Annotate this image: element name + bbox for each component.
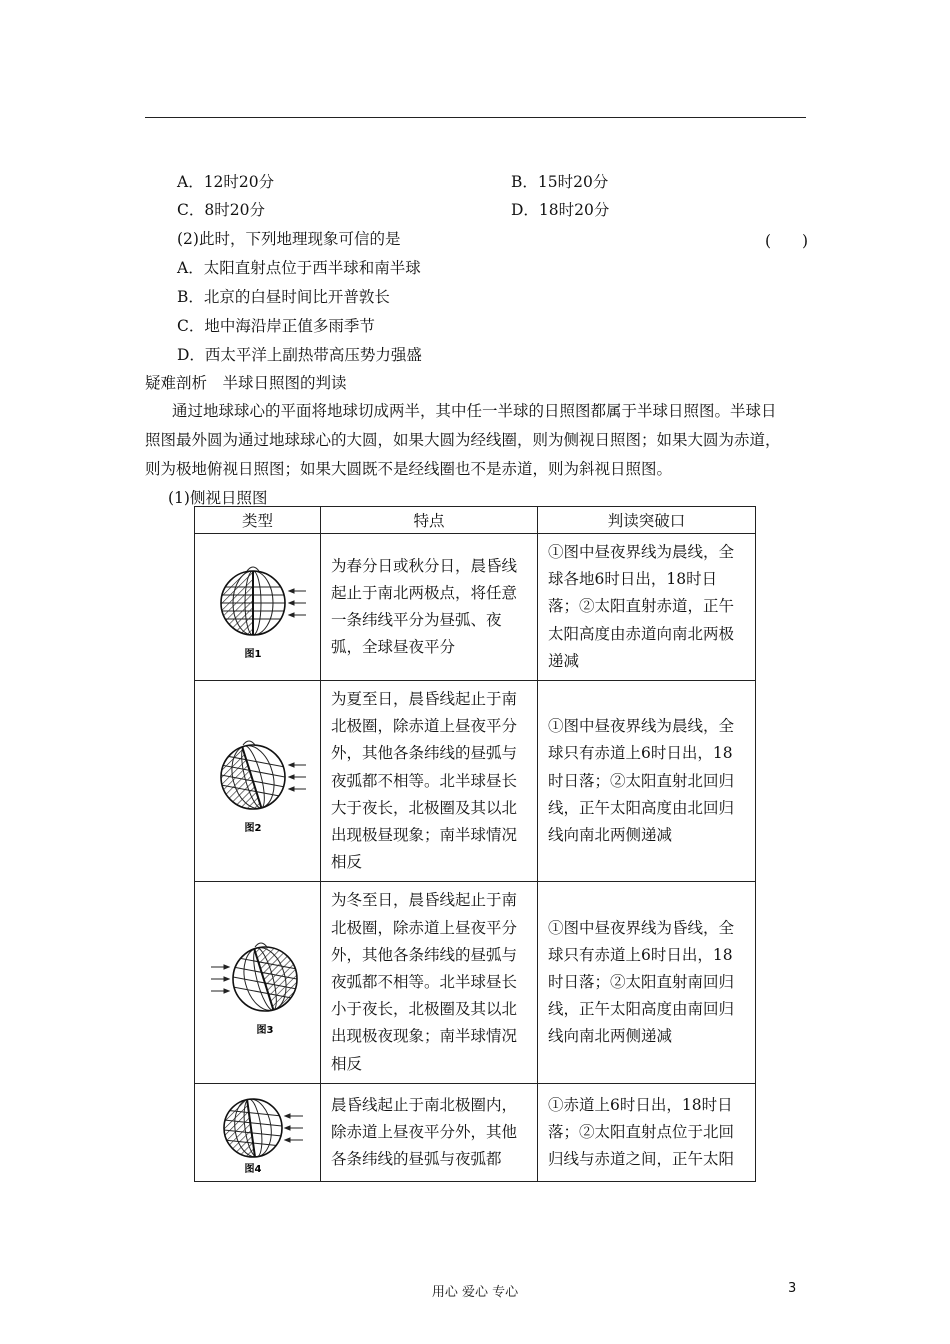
table-header-row xyxy=(195,507,756,534)
table-row xyxy=(195,882,756,1083)
figure-label: 图1 xyxy=(244,649,261,660)
feature-cell: 为冬至日，晨昏线起止于南北极圈，除赤道上昼夜平分外，其他各条纬线的昼弧与夜弧都不相等。北半球昼长小于夜长，北极圈及其以北出现极夜现象；南半球情况相反 xyxy=(321,882,538,1083)
key-cell: ①赤道上6时日出，18时日落；②太阳直射点位于北回归线与赤道之间，正午太阳 xyxy=(538,1083,756,1181)
globe-diagram-3 xyxy=(203,927,313,1039)
feature-cell: 为春分日或秋分日，晨昏线起止于南北两极点，将任意一条纬线平分为昼弧、夜弧，全球昼夜平分 xyxy=(321,534,538,681)
key-cell: ①图中昼夜界线为晨线，全球各地6时日出，18时日落；②太阳直射赤道，正午太阳高度由赤道向南北两极递减 xyxy=(538,534,756,681)
q1-option-a: A．12时20分 xyxy=(177,173,275,191)
figure-cell xyxy=(195,534,321,681)
q2-option-d: D．西太平洋上副热带高压势力强盛 xyxy=(177,346,422,364)
globe-diagram-4 xyxy=(203,1086,313,1178)
answer-bracket: ( ) xyxy=(765,232,809,250)
figure-cell xyxy=(195,882,321,1083)
q1-option-d: D．18时20分 xyxy=(511,201,610,219)
table-row xyxy=(195,681,756,882)
footer-motto: 用心 爱心 专心 xyxy=(431,1285,519,1300)
figure-label: 图4 xyxy=(244,1164,261,1176)
q2-option-a: A．太阳直射点位于西半球和南半球 xyxy=(177,259,421,277)
q1-option-b: B．15时20分 xyxy=(511,173,609,191)
section-heading: 疑难剖析 半球日照图的判读 xyxy=(145,374,347,392)
table-row xyxy=(195,1083,756,1181)
header-type: 类型 xyxy=(195,507,321,534)
diagram-table xyxy=(194,506,756,1182)
q2-option-b: B．北京的白昼时间比开普敦长 xyxy=(177,288,390,306)
header-key: 判读突破口 xyxy=(538,507,756,534)
figure-cell xyxy=(195,681,321,882)
feature-cell: 晨昏线起止于南北极圈内，除赤道上昼夜平分外，其他各条纬线的昼弧与夜弧都 xyxy=(321,1083,538,1181)
globe-diagram-2 xyxy=(203,725,313,837)
section-paragraph: 通过地球球心的平面将地球切成两半，其中任一半球的日照图都属于半球日照图。半球日照图最外圆为通过地球球心的大圆，如果大圆为经线圈，则为侧视日照图；如果大圆为赤道，则为极地俯视日照图；如果大圆既不是经线圈也不是赤道，则为斜视日照图。 xyxy=(145,402,781,478)
page-number: 3 xyxy=(788,1281,797,1296)
globe-diagram-1 xyxy=(203,551,313,663)
header-feature: 特点 xyxy=(321,507,538,534)
header-rule xyxy=(145,117,806,118)
figure-label: 图2 xyxy=(244,823,261,835)
table-row xyxy=(195,534,756,681)
q1-option-c: C．8时20分 xyxy=(177,201,265,219)
subheading: (1)侧视日照图 xyxy=(168,489,268,507)
q2-option-c: C．地中海沿岸正值多雨季节 xyxy=(177,317,375,335)
key-cell: ①图中昼夜界线为昏线，全球只有赤道上6时日出，18时日落；②太阳直射南回归线，正午太阳高度由南回归线向南北两侧递减 xyxy=(538,882,756,1083)
key-cell: ①图中昼夜界线为晨线，全球只有赤道上6时日出，18时日落；②太阳直射北回归线，正午太阳高度由北回归线向南北两侧递减 xyxy=(538,681,756,882)
q2-stem: (2)此时，下列地理现象可信的是 xyxy=(177,230,401,248)
figure-cell xyxy=(195,1083,321,1181)
figure-label: 图3 xyxy=(256,1024,273,1036)
feature-cell: 为夏至日，晨昏线起止于南北极圈，除赤道上昼夜平分外，其他各条纬线的昼弧与夜弧都不相等。北半球昼长大于夜长，北极圈及其以北出现极昼现象；南半球情况相反 xyxy=(321,681,538,882)
